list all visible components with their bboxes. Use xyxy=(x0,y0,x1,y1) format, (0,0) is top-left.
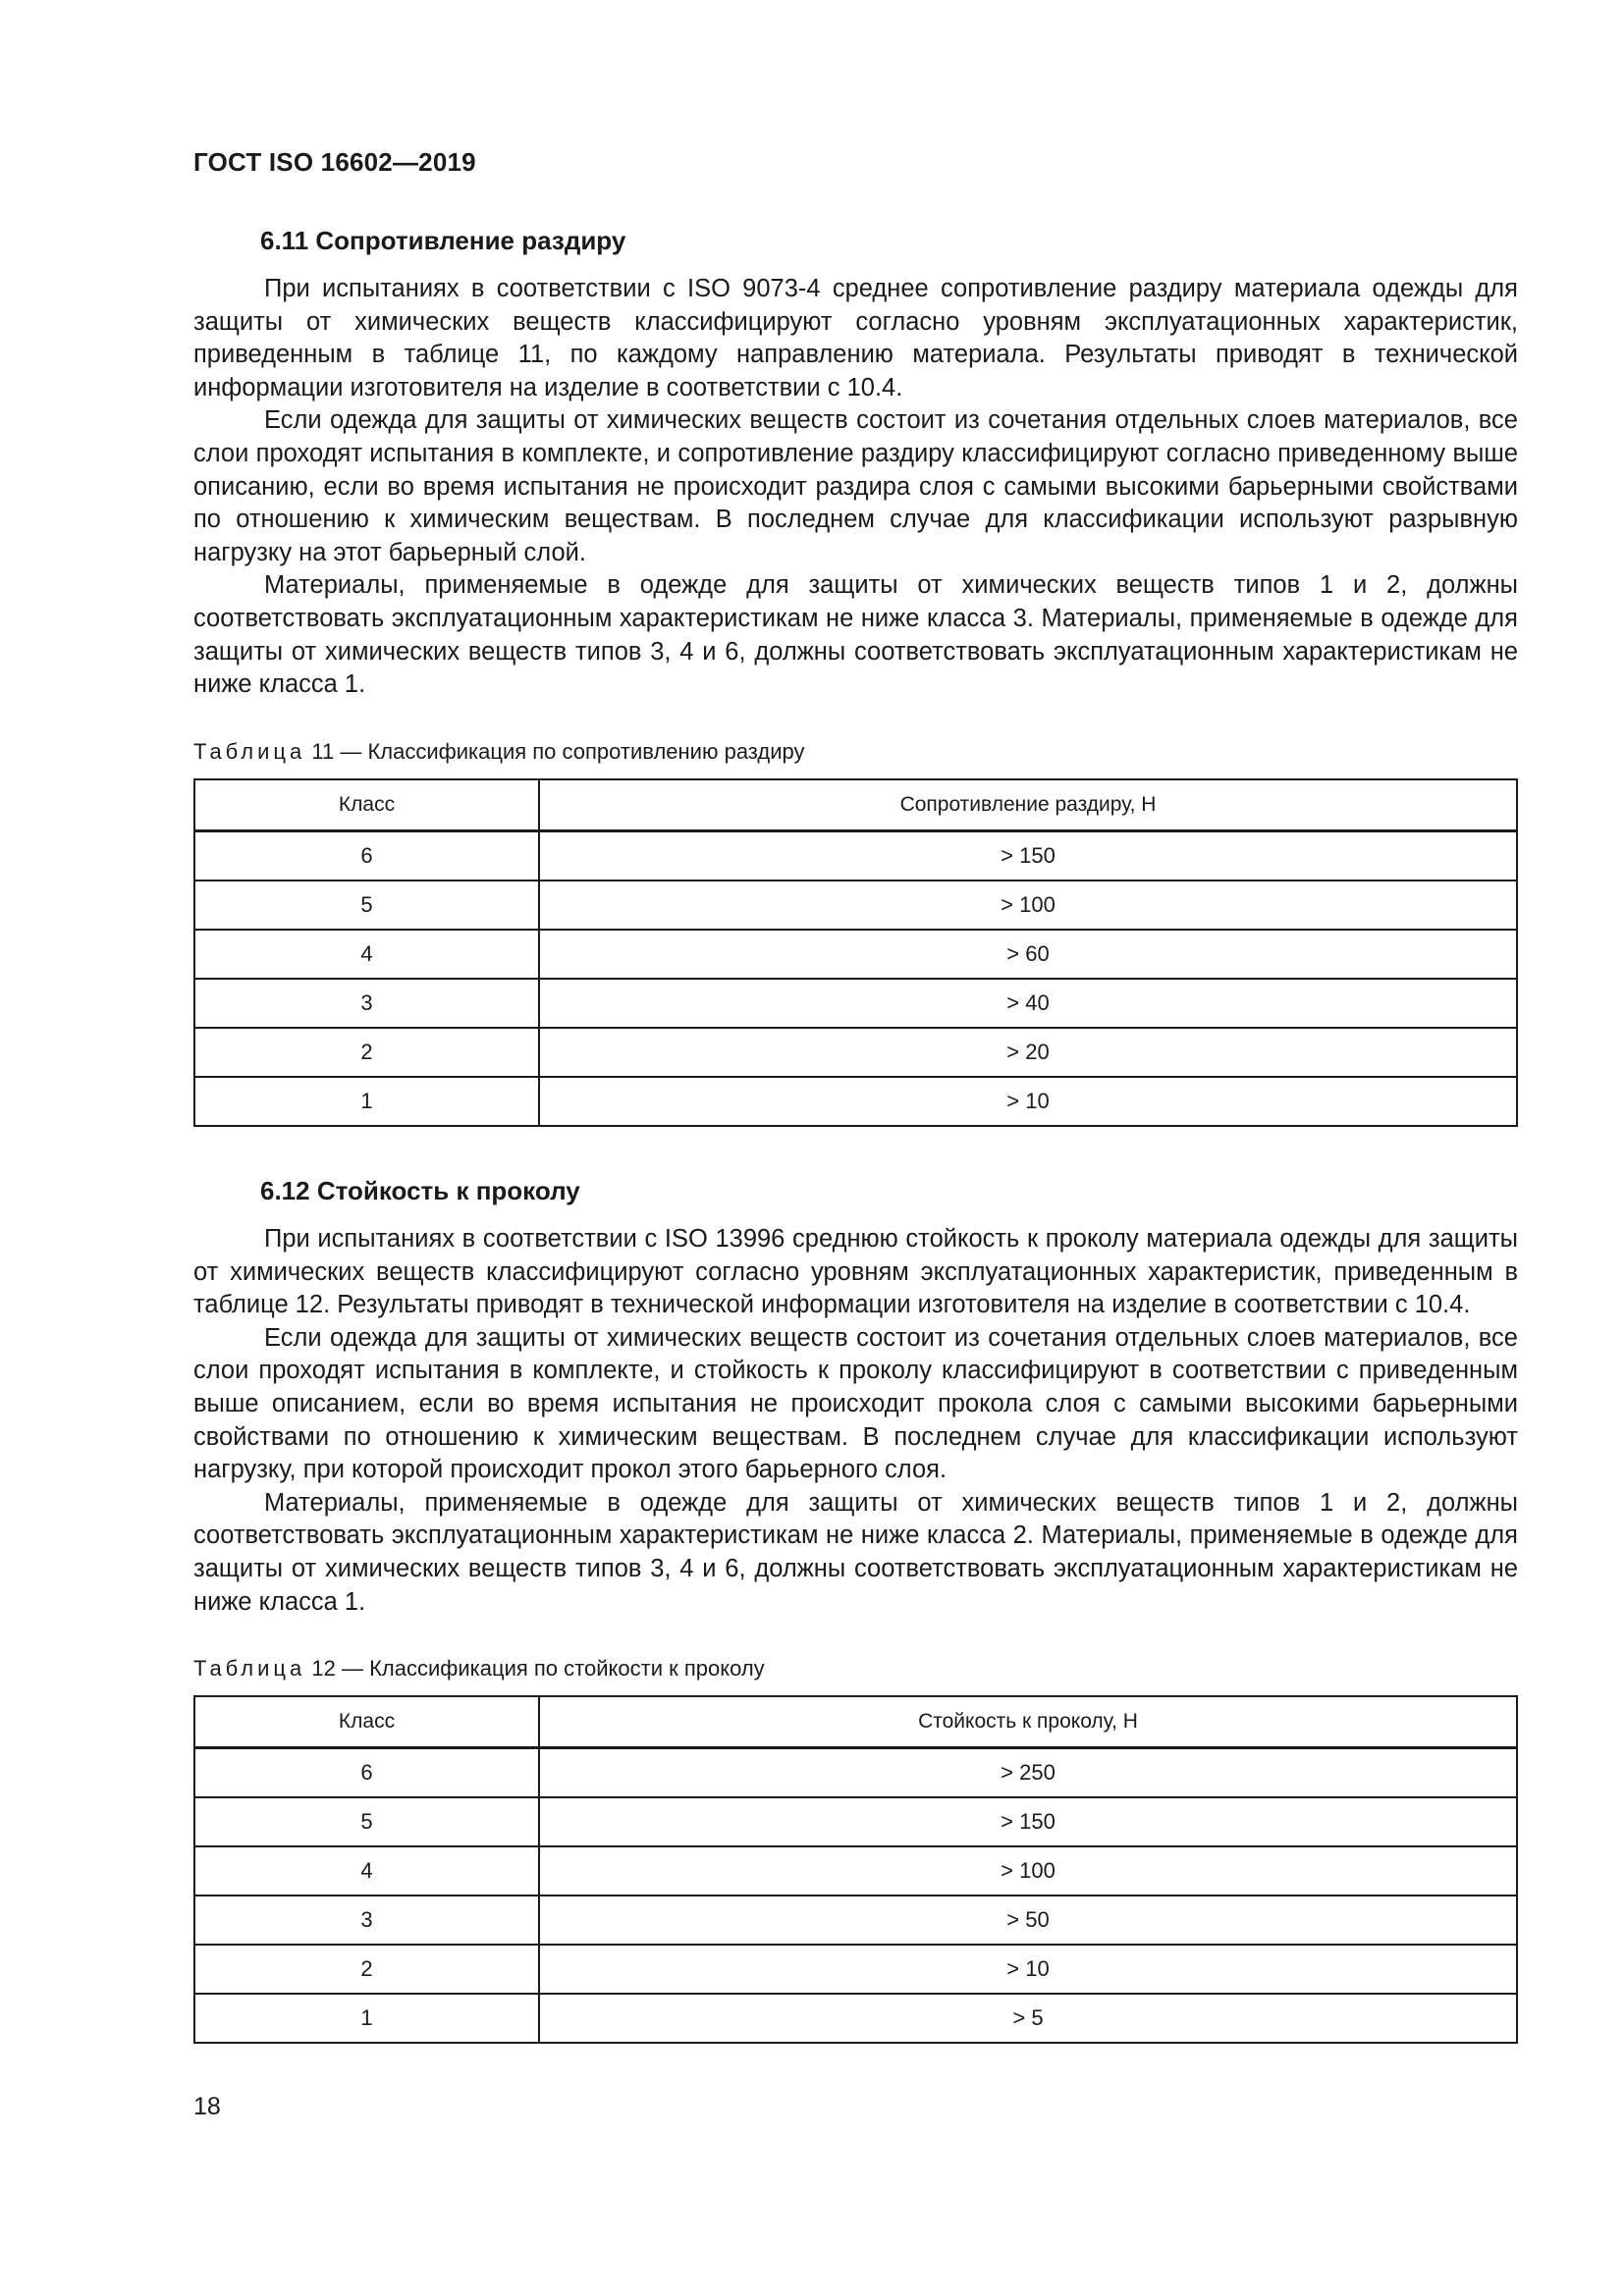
table-row xyxy=(194,881,1517,930)
cell-value: > 150 xyxy=(539,830,1517,881)
cell-value: > 40 xyxy=(539,979,1517,1028)
paragraph: При испытаниях в соответствии с ISO 13996 среднюю стойкость к проколу материала одежды для защиты от химических веществ классифицируют согласно уровням эксплуатационных характеристик, приведенным в таблице 12. Результаты приводят в технической информации изготовителя на изделие в соответствии с 10.4. xyxy=(193,1225,1518,1319)
cell-class: 4 xyxy=(194,1846,539,1896)
cell-class: 4 xyxy=(194,930,539,979)
cell-value: > 250 xyxy=(539,1748,1517,1798)
cell-value: > 10 xyxy=(539,1077,1517,1126)
cell-class: 2 xyxy=(194,1028,539,1077)
table-row xyxy=(194,979,1517,1028)
cell-value: > 150 xyxy=(539,1797,1517,1846)
cell-class: 1 xyxy=(194,1077,539,1126)
table-row xyxy=(194,1896,1517,1945)
column-header-class: Класс xyxy=(194,1696,539,1748)
column-header-class: Класс xyxy=(194,779,539,831)
cell-class: 1 xyxy=(194,1994,539,2043)
cell-value: > 10 xyxy=(539,1945,1517,1994)
paragraph: Материалы, применяемые в одежде для защиты от химических веществ типов 1 и 2, должны соответствовать эксплуатационным характеристикам не ниже класса 2. Материалы, применяемые в одежде для защиты от химических веществ типов 3, 4 и 6, должны соответствовать эксплуатационным характеристикам не ниже класса 1. xyxy=(193,1488,1518,1616)
cell-class: 6 xyxy=(194,830,539,881)
cell-value: > 100 xyxy=(539,1846,1517,1896)
table-row xyxy=(194,1945,1517,1994)
paragraph: При испытаниях в соответствии с ISO 9073-4 среднее сопротивление раздиру материала одежды для защиты от химических веществ классифицируют согласно уровням эксплуатационных характеристик, приведенным в таблице 11, по каждому направлению материала. Результаты приводят в технической информации изготовителя на изделие в соответствии с 10.4. xyxy=(193,275,1518,401)
cell-class: 5 xyxy=(194,881,539,930)
paragraph: Если одежда для защиты от химических веществ состоит из сочетания отдельных слоев материалов, все слои проходят испытания в комплекте, и сопротивление раздиру классифицируют согласно приведенному выше описанию, если во время испытания не происходит раздира слоя с самыми высокими барьерными свойствами по отношению к химическим веществам. В последнем случае для классификации используют разрывную нагрузку на этот барьерный слой. xyxy=(193,406,1518,566)
column-header-value: Стойкость к проколу, Н xyxy=(539,1696,1517,1748)
table-row xyxy=(194,1028,1517,1077)
classification-table-12 xyxy=(193,1695,1518,2044)
cell-class: 6 xyxy=(194,1748,539,1798)
table-caption xyxy=(193,737,1518,767)
table-row xyxy=(194,1077,1517,1126)
table-row xyxy=(194,1797,1517,1846)
table-row xyxy=(194,830,1517,881)
cell-class: 5 xyxy=(194,1797,539,1846)
table-header-row xyxy=(194,779,1517,831)
cell-class: 3 xyxy=(194,979,539,1028)
table-row xyxy=(194,930,1517,979)
cell-class: 2 xyxy=(194,1945,539,1994)
table-caption-text: 12 — Классификация по стойкости к проколу xyxy=(305,1656,765,1682)
paragraph: Если одежда для защиты от химических веществ состоит из сочетания отдельных слоев материалов, все слои проходят испытания в комплекте, и стойкость к проколу классифицируют в соответствии с приведенным выше описанием, если во время испытания не происходит прокола слоя с самыми высокими барьерными свойствами по отношению к химическим веществам. В последнем случае для классификации используют нагрузку, при которой происходит прокол этого барьерного слоя. xyxy=(193,1323,1518,1484)
cell-value: > 5 xyxy=(539,1994,1517,2043)
paragraph: Материалы, применяемые в одежде для защиты от химических веществ типов 1 и 2, должны соответствовать эксплуатационным характеристикам не ниже класса 3. Материалы, применяемые в одежде для защиты от химических веществ типов 3, 4 и 6, должны соответствовать эксплуатационным характеристикам не ниже класса 1. xyxy=(193,571,1518,699)
classification-table-11 xyxy=(193,778,1518,1127)
table-row xyxy=(194,1748,1517,1798)
section-title: 6.11 Сопротивление раздиру xyxy=(260,226,626,255)
table-caption-word: Таблица xyxy=(193,738,306,764)
table-caption-text: 11 — Классификация по сопротивлению раздиру xyxy=(305,738,805,764)
section-title: 6.12 Стойкость к проколу xyxy=(260,1176,580,1205)
table-caption-word: Таблица xyxy=(193,1656,306,1682)
cell-value: > 20 xyxy=(539,1028,1517,1077)
section-6-12 xyxy=(193,1174,1518,2044)
cell-value: > 50 xyxy=(539,1896,1517,1945)
page-number: 18 xyxy=(193,2093,221,2120)
cell-class: 3 xyxy=(194,1896,539,1945)
cell-value: > 100 xyxy=(539,881,1517,930)
column-header-value: Сопротивление раздиру, Н xyxy=(539,779,1517,831)
cell-value: > 60 xyxy=(539,930,1517,979)
table-caption xyxy=(193,1654,1518,1683)
document-header: ГОСТ ISO 16602—2019 xyxy=(193,147,476,177)
table-row xyxy=(194,1994,1517,2043)
table-row xyxy=(194,1846,1517,1896)
section-6-11 xyxy=(193,224,1518,1127)
table-header-row xyxy=(194,1696,1517,1748)
